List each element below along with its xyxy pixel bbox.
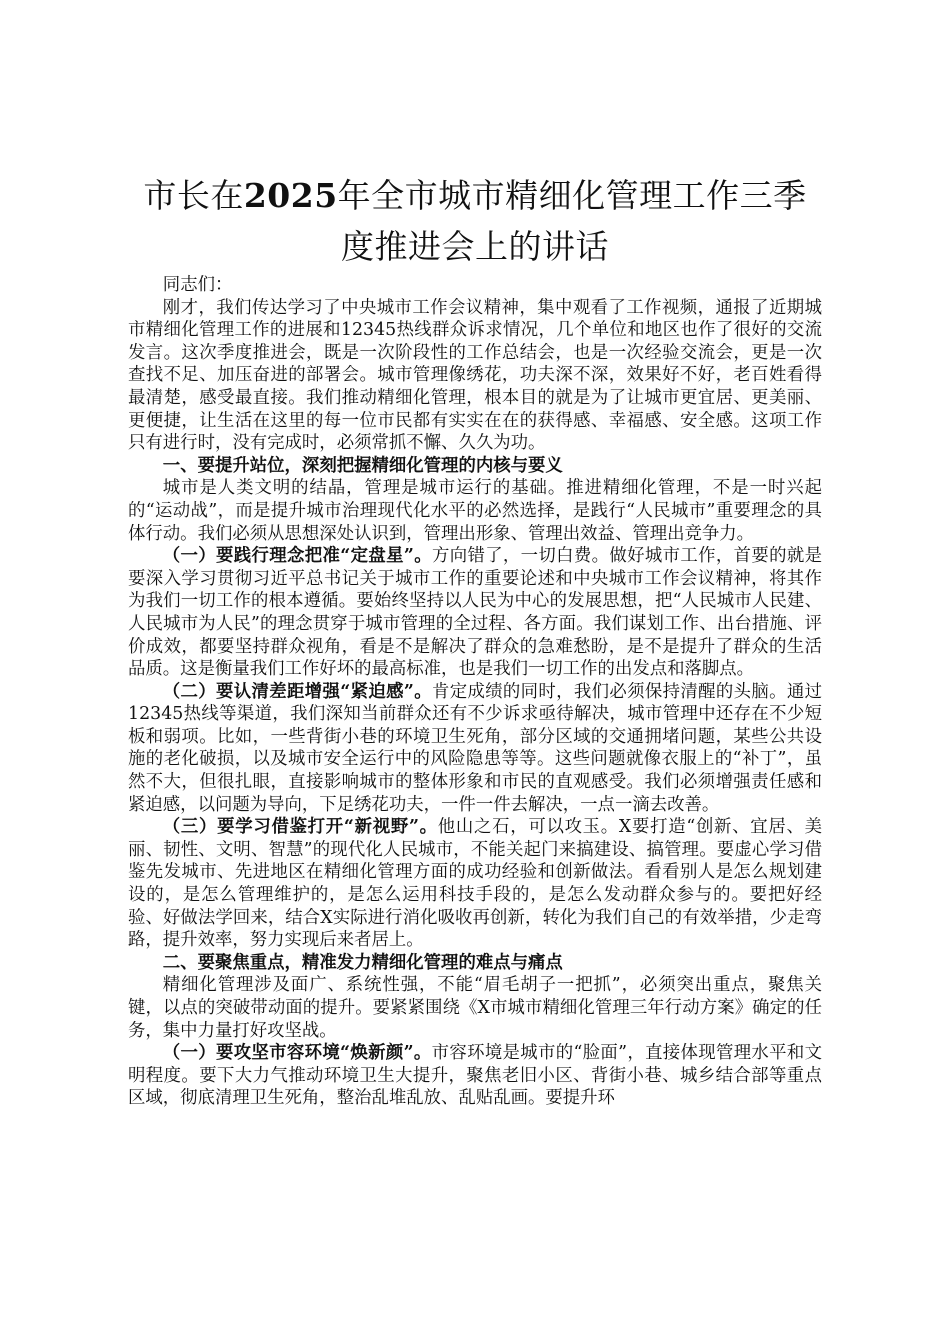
intro-paragraph: 刚才，我们传达学习了中央城市工作会议精神，集中观看了工作视频，通报了近期城市精细化管理工作的进展和12345热线群众诉求情况，几个单位和地区也作了很好的交流发言。这次季度推进会，既是一次阶段性的工作总结会，也是一次经验交流会，更是一次查找不足、加压奋进的部署会。城市管理像绣花，功夫深不深，效果好不好，老百姓看得最清楚，感受最直接。我们推动精细化管理，根本目的就是为了让城市更宜居、更美丽、更便捷，让生活在这里的每一位市民都有实实在在的获得感、幸福感、安全感。这项工作只有进行时，没有完成时，必须常抓不懈、久久为功。	[128, 297, 822, 454]
section1-item1-body: 方向错了，一切白费。做好城市工作，首要的就是要深入学习贯彻习近平总书记关于城市工作的重要论述和中央城市工作会议精神，将其作为我们一切工作的根本遵循。要始终坚持以人民为中心的发展思想，把“人民城市人民建、人民城市为人民”的理念贯穿于城市管理的全过程、各方面。我们谋划工作、出台措施、评价成效，都要坚持群众视角，看是不是解决了群众的急难愁盼，是不是提升了群众的生活品质。这是衡量我们工作好坏的最高标准，也是我们一切工作的出发点和落脚点。	[128, 546, 822, 680]
document-title	[128, 170, 822, 272]
section2-item1-heading: （一）要攻坚市容环境“焕新颜”。	[162, 1043, 432, 1064]
section1-item1	[128, 545, 822, 681]
section1-item2-heading: （二）要认清差距增强“紧迫感”。	[162, 681, 432, 702]
section2-item1	[128, 1042, 822, 1110]
title-year: 2025	[243, 176, 338, 215]
section1-intro: 城市是人类文明的结晶，管理是城市运行的基础。推进精细化管理，不是一时兴起的“运动战”，而是提升城市治理现代化水平的必然选择，是践行“人民城市”重要理念的具体行动。我们必须从思想深处认识到，管理出形象、管理出效益、管理出竞争力。	[128, 478, 822, 544]
section2-item1-body: 市容环境是城市的“脸面”，直接体现管理水平和文明程度。要下大力气推动环境卫生大提升，聚焦老旧小区、背街小巷、城乡结合部等重点区域，彻底清理卫生死角，整治乱堆乱放、乱贴乱画。要提升环	[128, 1043, 822, 1109]
section1-item3	[128, 816, 822, 952]
title-suffix: 年全市城市精细化管理工作三季度推进会上的讲话	[337, 176, 807, 266]
section1-item3-heading: （三）要学习借鉴打开“新视野”。	[162, 817, 438, 838]
section1-item2	[128, 681, 822, 817]
section1-item2-body: 肯定成绩的同时，我们必须保持清醒的头脑。通过12345热线等渠道，我们深知当前群众还有不少诉求亟待解决，城市管理中还存在不少短板和弱项。比如，一些背街小巷的环境卫生死角，部分区域的交通拥堵问题，某些公共设施的老化破损，以及城市安全运行中的风险隐患等等。这些问题就像衣服上的“补丁”，虽然不大，但很扎眼，直接影响城市的整体形象和市民的直观感受。我们必须增强责任感和紧迫感，以问题为导向，下足绣花功夫，一件一件去解决，一点一滴去改善。	[128, 681, 822, 815]
section1-item3-body: 他山之石，可以攻玉。X要打造“创新、宜居、美丽、韧性、文明、智慧”的现代化人民城市，不能关起门来搞建设、搞管理。要虚心学习借鉴先发城市、先进地区在精细化管理方面的成功经验和创新做法。看看别人是怎么规划建设的，是怎么管理维护的，是怎么运用科技手段的，是怎么发动群众参与的。要把好经验、好做法学回来，结合X实际进行消化吸收再创新，转化为我们自己的有效举措，少走弯路，提升效率，努力实现后来者居上。	[128, 817, 822, 951]
section2-intro: 精细化管理涉及面广、系统性强，不能“眉毛胡子一把抓”，必须突出重点，聚焦关键，以点的突破带动面的提升。要紧紧围绕《X市城市精细化管理三年行动方案》确定的任务，集中力量打好攻坚战。	[128, 975, 822, 1041]
salutation: 同志们：	[162, 275, 233, 295]
section2-heading: 二、要聚焦重点，精准发力精细化管理的难点与痛点	[162, 952, 563, 973]
section1-item1-heading: （一）要践行理念把准“定盘星”。	[162, 546, 432, 567]
section1-heading: 一、要提升站位，深刻把握精细化管理的内核与要义	[162, 455, 563, 476]
document-page	[128, 170, 822, 1110]
title-prefix: 市长在	[143, 176, 244, 215]
